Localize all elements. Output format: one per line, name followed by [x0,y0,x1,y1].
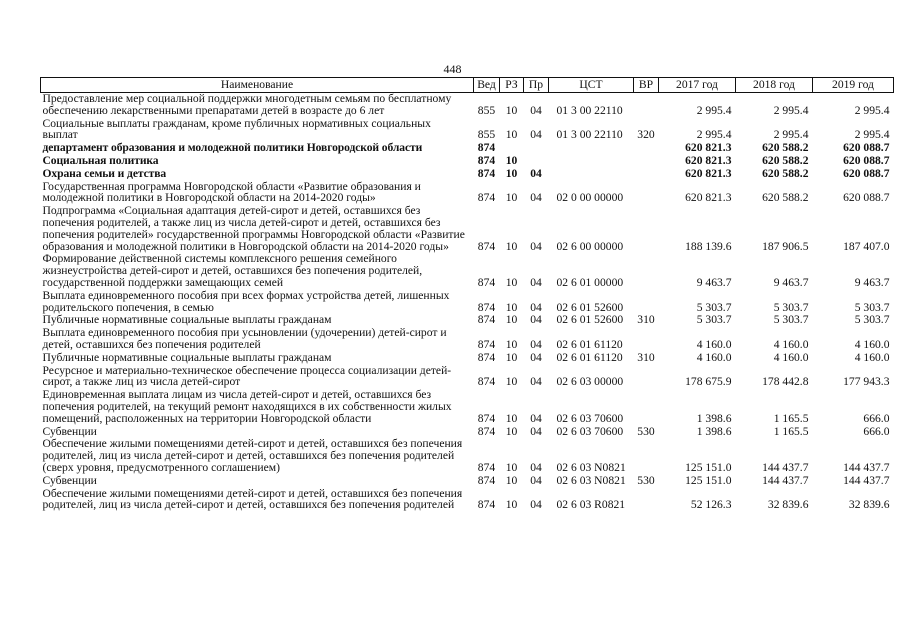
table-row [41,488,894,513]
row-2019: 4 160.0 [854,337,890,351]
row-pr: 04 [530,350,542,364]
row-cst: 02 6 03 N0821 [556,473,626,487]
row-cst: 02 0 00 00000 [556,191,624,205]
row-cst: 02 6 01 61120 [556,337,623,351]
row-rz: 10 [505,153,518,167]
row-2018: 620 588.2 [762,141,809,155]
row-pr [524,155,549,168]
header-vr: ВР [634,78,659,93]
row-rz: 10 [505,275,518,289]
row-name: Охрана семьи и детства [42,166,167,180]
row-rz: 10 [505,411,518,425]
row-ved: 874 [477,153,496,167]
row-name: Предоставление мер социальной поддержки многодетным семьям по бесплатному обеспечению лекарственными препаратами детей в возрасте до 6 лет [42,92,452,117]
table-row [41,475,894,488]
row-rz: 10 [505,460,518,474]
row-name: Публичные нормативные социальные выплаты гражданам [42,350,332,364]
row-rz: 10 [505,337,518,351]
row-cst: 01 3 00 22110 [556,103,623,117]
table-row [41,205,894,253]
row-ved: 874 [477,239,496,253]
row-2018: 620 588.2 [762,166,809,180]
table-row [41,155,894,168]
row-2017: 620 821.3 [685,166,732,180]
row-vr [634,488,659,513]
row-ved: 874 [477,313,496,327]
row-rz: 10 [505,300,518,314]
row-ved: 874 [477,141,496,155]
row-cst: 02 6 01 52600 [556,313,624,327]
row-vr [634,438,659,474]
row-rz: 10 [505,103,518,117]
row-2019: 144 437.7 [843,460,890,474]
row-ved: 874 [477,498,496,512]
row-vr [634,181,659,206]
row-name: Единовременная выплата лицам из числа детей-сирот и детей, оставшихся без попечения родителей, на текущий ремонт находящихся в их собственности жилых помещений, расположенных на территории Новгородской области [42,388,452,425]
row-cst [549,142,634,155]
row-pr: 04 [530,239,542,253]
row-ved: 874 [477,411,496,425]
row-2018: 187 906.5 [762,239,809,253]
row-name: Социальные выплаты гражданам, кроме публичных нормативных социальных выплат [42,116,431,142]
row-ved: 855 [477,128,496,142]
row-2019: 666.0 [863,411,890,425]
header-pr: Пр [524,78,549,93]
row-cst: 02 6 01 52600 [556,300,624,314]
table-row [41,118,894,143]
row-2018: 32 839.6 [767,498,809,512]
row-2019: 5 303.7 [854,300,890,314]
row-2019: 9 463.7 [854,275,890,289]
row-vr: 530 [637,424,655,438]
row-name: Выплата единовременного пособия при усыновлении (удочерении) детей-сирот и детей, оставшихся без попечения родителей [42,326,447,351]
row-2018: 2 995.4 [773,103,809,117]
row-cst: 02 6 03 00000 [556,375,624,389]
row-2017: 125 151.0 [685,473,732,487]
row-2019: 620 088.7 [843,166,890,180]
row-cst: 02 6 03 N0821 [556,460,626,474]
row-2018: 2 995.4 [773,128,809,142]
row-rz: 10 [505,239,518,253]
row-2017: 188 139.6 [685,239,732,253]
row-2019: 32 839.6 [848,498,890,512]
row-2017: 178 675.9 [685,375,732,389]
row-2017: 5 303.7 [696,313,732,327]
row-2017: 2 995.4 [696,128,732,142]
row-2018: 9 463.7 [773,275,809,289]
row-name: Государственная программа Новгородской области «Развитие образования и молодежной политики в Новгородской области на 2014-2020 годы» [42,179,421,205]
row-name: Ресурсное и материально-техническое обеспечение процесса социализации детей-сирот, а также лиц из числа детей-сирот [42,363,452,389]
row-2019: 5 303.7 [854,313,890,327]
row-vr [634,365,659,390]
row-name: Социальная политика [42,153,159,167]
row-ved: 874 [477,375,496,389]
row-pr: 04 [530,498,542,512]
row-2018: 620 588.2 [762,191,809,205]
row-2018: 5 303.7 [773,313,809,327]
row-pr: 04 [530,275,542,289]
page-number: 448 [443,62,462,76]
table-row [41,438,894,474]
row-2017: 2 995.4 [696,103,732,117]
row-cst [549,155,634,168]
row-ved: 874 [477,191,496,205]
row-pr: 04 [530,337,542,351]
row-name: Обеспечение жилыми помещениями детей-сирот и детей, оставшихся без попечения родителей, лиц из числа детей-сирот и детей, оставшихся без попечения родителей [42,486,463,512]
row-ved: 874 [477,337,496,351]
row-rz: 10 [505,128,518,142]
row-2017: 620 821.3 [685,141,732,155]
row-rz: 10 [505,313,518,327]
row-vr [634,389,659,425]
row-name: Публичные нормативные социальные выплаты гражданам [42,313,332,327]
row-pr: 04 [530,460,542,474]
row-ved: 874 [477,350,496,364]
row-2019: 666.0 [863,424,890,438]
row-rz: 10 [505,375,518,389]
table-row [41,253,894,289]
header-2018: 2018 год [736,78,813,93]
row-2019: 620 088.7 [843,153,890,167]
table-row [41,352,894,365]
row-2019: 620 088.7 [843,191,890,205]
row-2018: 4 160.0 [773,350,809,364]
row-2019: 144 437.7 [843,473,890,487]
row-name: Подпрограмма «Социальная адаптация детей-сирот и детей, оставшихся без попечения родителей, а также лиц из числа детей-сирот и детей, оставшихся без попечения родителей» государственной программы Новгородской области «Развитие образования и молодежной политики в Новгородской области на 2014-2020 годы» [42,204,465,253]
row-ved: 855 [477,103,496,117]
row-vr [634,205,659,253]
row-cst: 02 6 01 00000 [556,275,624,289]
row-cst: 02 6 00 00000 [556,239,624,253]
row-name: Субвенции [42,424,97,438]
row-vr: 310 [637,313,655,327]
row-2017: 9 463.7 [696,275,732,289]
header-name: Наименование [41,78,474,93]
header-cst: ЦСТ [549,78,634,93]
row-vr [634,155,659,168]
row-name: Субвенции [42,473,97,487]
row-rz: 10 [505,350,518,364]
row-2019: 187 407.0 [843,239,890,253]
row-pr: 04 [530,128,542,142]
row-2019: 177 943.3 [843,375,890,389]
row-ved: 874 [477,300,496,314]
row-vr: 320 [637,128,655,142]
row-pr: 04 [530,473,542,487]
row-pr: 04 [530,375,542,389]
row-ved: 874 [477,166,496,180]
row-2017: 5 303.7 [696,300,732,314]
row-2017: 1 398.6 [696,411,732,425]
row-vr [634,142,659,155]
row-vr [634,327,659,352]
table-row [41,168,894,181]
row-vr [634,290,659,315]
table-row [41,93,894,118]
table-row [41,181,894,206]
row-rz: 10 [505,424,518,438]
row-ved: 874 [477,460,496,474]
row-pr: 04 [530,166,542,180]
row-name: Формирование действенной системы комплексного решения семейного жизнеустройства детей-сирот и детей, оставшихся без попечения родителей, государственной поддержки замещающих семей [42,252,423,289]
row-2017: 125 151.0 [685,460,732,474]
row-2017: 52 126.3 [690,498,732,512]
row-vr [634,168,659,181]
table-header-row [41,78,894,93]
row-2018: 1 165.5 [773,424,809,438]
row-2017: 4 160.0 [696,337,732,351]
row-pr: 04 [530,300,542,314]
row-2019: 620 088.7 [843,141,890,155]
row-2018: 144 437.7 [762,460,809,474]
header-2017: 2017 год [659,78,736,93]
row-2017: 4 160.0 [696,350,732,364]
row-cst: 02 6 03 70600 [556,411,624,425]
row-cst [549,168,634,181]
row-rz: 10 [505,166,518,180]
row-2018: 1 165.5 [773,411,809,425]
row-vr [634,93,659,118]
row-name: Обеспечение жилыми помещениями детей-сирот и детей, оставшихся без попечения родителей, лиц из числа детей-сирот и детей, оставшихся без попечения родителей (сверх уровня, предусмотренного соглашением) [42,437,463,474]
row-2018: 144 437.7 [762,473,809,487]
row-rz: 10 [505,191,518,205]
row-pr: 04 [530,313,542,327]
row-vr: 530 [637,473,655,487]
table-row [41,389,894,425]
row-2017: 1 398.6 [696,424,732,438]
row-2018: 4 160.0 [773,337,809,351]
row-2018: 178 442.8 [762,375,809,389]
row-2017: 620 821.3 [685,153,732,167]
row-pr: 04 [530,424,542,438]
table-row [41,290,894,315]
table-row [41,365,894,390]
row-2019: 2 995.4 [854,128,890,142]
row-cst: 02 6 03 70600 [556,424,624,438]
header-rz: РЗ [500,78,524,93]
row-ved: 874 [477,275,496,289]
row-ved: 874 [477,424,496,438]
table-row [41,327,894,352]
row-rz: 10 [505,473,518,487]
row-vr [634,253,659,289]
header-2019: 2019 год [813,78,894,93]
row-cst: 01 3 00 22110 [556,128,623,142]
row-2019: 2 995.4 [854,103,890,117]
row-name: департамент образования и молодежной политики Новгородской области [42,141,423,155]
row-2019: 4 160.0 [854,350,890,364]
row-2018: 5 303.7 [773,300,809,314]
row-pr: 04 [530,103,542,117]
row-pr: 04 [530,191,542,205]
row-vr: 310 [637,350,655,364]
row-cst: 02 6 03 R0821 [556,498,626,512]
row-2017: 620 821.3 [685,191,732,205]
row-cst: 02 6 01 61120 [556,350,623,364]
row-rz: 10 [505,498,518,512]
row-ved: 874 [477,473,496,487]
budget-table [40,77,894,512]
row-2018: 620 588.2 [762,153,809,167]
row-pr [524,142,549,155]
row-pr: 04 [530,411,542,425]
row-name: Выплата единовременного пособия при всех формах устройства детей, лишенных родительского попечения, в семью [42,288,450,314]
header-ved: Вед [474,78,500,93]
